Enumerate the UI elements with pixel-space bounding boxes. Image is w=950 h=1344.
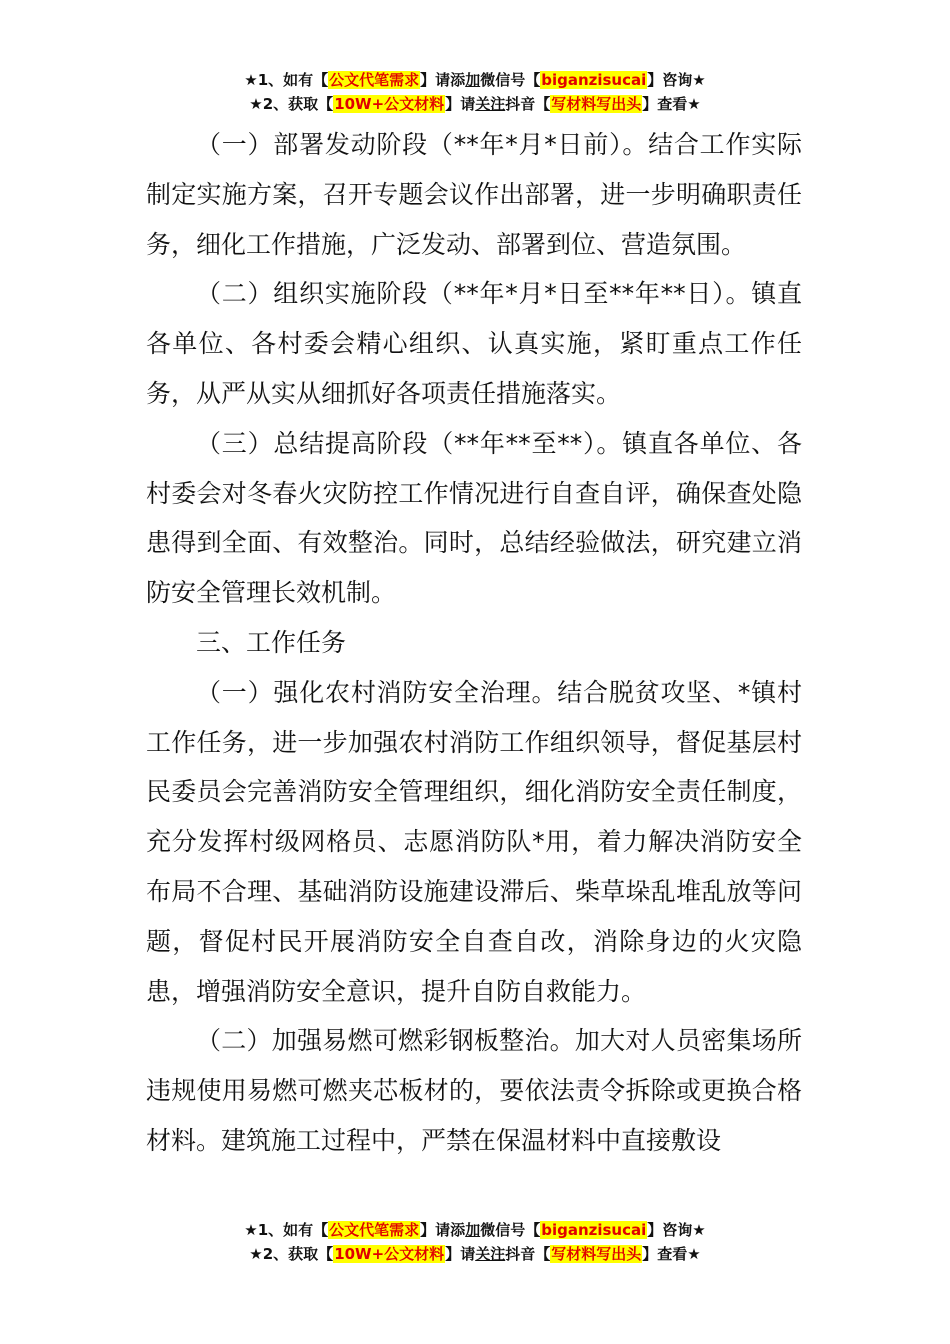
footer-line-1-suffix: 】咨询★	[647, 1221, 706, 1239]
paragraph-phase-3: （三）总结提高阶段（**年**至**）。镇直各单位、各村委会对冬春火灾防控工作情况进行自查自评，确保查处隐患得到全面、有效整治。同时，总结经验做法，研究建立消防安全管理长效机制。	[146, 428, 802, 608]
header-line-1-underlined: 加	[465, 71, 481, 89]
header-highlight-service: 公文代笔需求	[329, 71, 420, 89]
header-line-1-middle2: 微信号【	[480, 71, 541, 89]
header-line-2-middle: 】请	[445, 95, 476, 113]
footer-line-1-middle2: 微信号【	[480, 1221, 541, 1239]
footer-line-2-underlined: 关注	[475, 1245, 506, 1263]
paragraph-task-2: （二）加强易燃可燃彩钢板整治。加大对人员密集场所违规使用易燃可燃夹芯板材的，要依法责令拆除或更换合格材料。建筑施工过程中，严禁在保温材料中直接敷设	[146, 1026, 802, 1155]
header-line-2-underlined: 关注	[475, 95, 506, 113]
header-line-1-middle: 】请添	[420, 71, 466, 89]
section-heading-tasks: 三、工作任务	[196, 627, 347, 657]
footer-line-1-underlined: 加	[465, 1221, 481, 1239]
footer-line-2	[0, 1242, 950, 1266]
header-line-2-prefix: ★2、获取【	[249, 95, 334, 113]
footer-line-1	[0, 1218, 950, 1242]
header-line-1-suffix: 】咨询★	[647, 71, 706, 89]
footer-banner	[0, 1218, 950, 1266]
header-line-1-prefix: ★1、如有【	[244, 71, 329, 89]
header-line-2-suffix: 】查看★	[642, 95, 701, 113]
paragraph-task-1: （一）强化农村消防安全治理。结合脱贫攻坚、*镇村工作任务，进一步加强农村消防工作组织领导，督促基层村民委员会完善消防安全管理组织，细化消防安全责任制度，充分发挥村级网格员、志愿消防队*用，着力解决消防安全布局不合理、基础消防设施建设滞后、柴草垛乱堆乱放等问题，督促村民开展消防安全自查自改，消除身边的火灾隐患，增强消防安全意识，提升自防自救能力。	[146, 677, 802, 1006]
header-highlight-douyin-id: 写材料写出头	[551, 95, 642, 113]
document-body	[146, 120, 802, 1166]
footer-highlight-materials: 10W+公文材料	[334, 1245, 445, 1263]
header-highlight-wechat-id: biganzisucai	[541, 71, 647, 89]
footer-line-2-middle: 】请	[445, 1245, 476, 1263]
footer-line-2-middle2: 抖音【	[505, 1245, 551, 1263]
footer-highlight-douyin-id: 写材料写出头	[551, 1245, 642, 1263]
header-banner	[0, 68, 950, 116]
footer-line-1-prefix: ★1、如有【	[244, 1221, 329, 1239]
header-line-1	[0, 68, 950, 92]
footer-line-2-prefix: ★2、获取【	[249, 1245, 334, 1263]
footer-highlight-wechat-id: biganzisucai	[541, 1221, 647, 1239]
header-line-2-middle2: 抖音【	[505, 95, 551, 113]
paragraph-phase-1: （一）部署发动阶段（**年*月*日前）。结合工作实际制定实施方案，召开专题会议作出部署，进一步明确职责任务，细化工作措施，广泛发动、部署到位、营造氛围。	[146, 130, 802, 259]
paragraph-phase-2: （二）组织实施阶段（**年*月*日至**年**日）。镇直各单位、各村委会精心组织、认真实施，紧盯重点工作任务，从严从实从细抓好各项责任措施落实。	[146, 279, 802, 408]
footer-highlight-service: 公文代笔需求	[329, 1221, 420, 1239]
footer-line-2-suffix: 】查看★	[642, 1245, 701, 1263]
header-line-2	[0, 92, 950, 116]
header-highlight-materials: 10W+公文材料	[334, 95, 445, 113]
footer-line-1-middle: 】请添	[420, 1221, 466, 1239]
